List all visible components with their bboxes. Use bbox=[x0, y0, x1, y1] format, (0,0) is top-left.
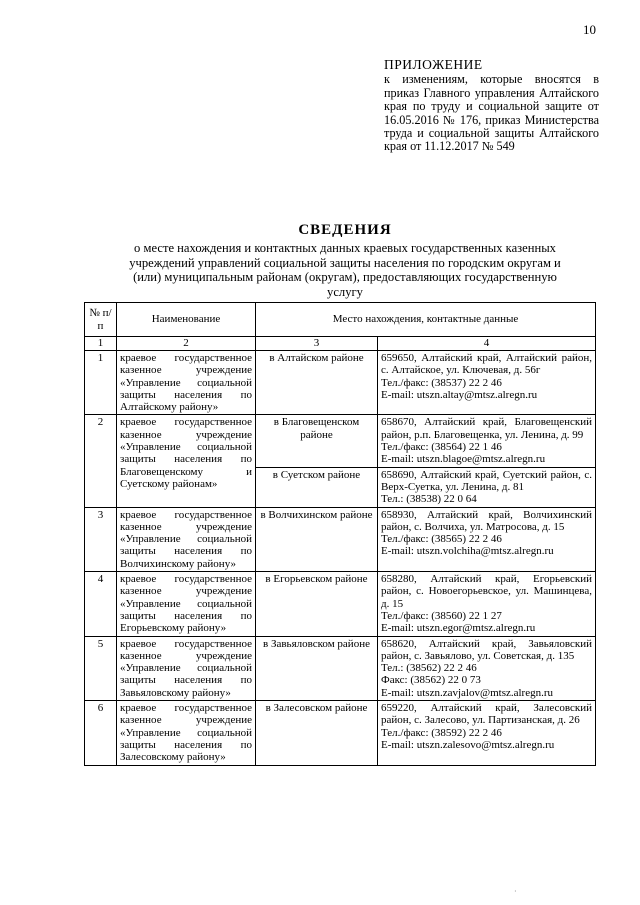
column-index: 3 bbox=[256, 337, 378, 351]
institution-name: краевое государственное казенное учреждение «Управление социальной защиты населения по Волчихинскому району» bbox=[117, 507, 256, 571]
column-index: 4 bbox=[378, 337, 596, 351]
column-index: 1 bbox=[85, 337, 117, 351]
email: E-mail: utszn.volchiha@mtsz.alregn.ru bbox=[381, 545, 554, 558]
document-title: СВЕДЕНИЯ bbox=[298, 222, 392, 238]
institution-name: краевое государственное казенное учреждение «Управление социальной защиты населения по Егорьевскому району» bbox=[117, 572, 256, 636]
row-number: 6 bbox=[85, 701, 117, 765]
address: 658620, Алтайский край, Завьяловский район, с. Завьялово, ул. Советская, д. 135 bbox=[381, 637, 592, 662]
row-number: 3 bbox=[85, 507, 117, 571]
address: 659650, Алтайский край, Алтайский район, с. Алтайское, ул. Ключевая, д. 56г bbox=[381, 352, 592, 377]
contact-details bbox=[378, 701, 596, 765]
institution-name: краевое государственное казенное учреждение «Управление социальной защиты населения по Завьяловскому району» bbox=[117, 636, 256, 700]
contact-details bbox=[378, 415, 596, 467]
contact-details bbox=[378, 572, 596, 636]
email: E-mail: utszn.egor@mtsz.alregn.ru bbox=[381, 622, 536, 635]
header-name: Наименование bbox=[117, 303, 256, 337]
phone: Тел./факс: (38537) 22 2 46 bbox=[381, 376, 502, 389]
table-row bbox=[85, 415, 596, 467]
header-num: № п/п bbox=[85, 303, 117, 337]
address: 658670, Алтайский край, Благовещенский район, р.п. Благовещенка, ул. Ленина, д. 99 bbox=[381, 416, 592, 441]
phone: Тел.: (38562) 22 2 46 bbox=[381, 662, 477, 675]
row-number: 2 bbox=[85, 415, 117, 507]
district: в Залесовском районе bbox=[256, 701, 378, 765]
district: в Волчихинском районе bbox=[256, 507, 378, 571]
page-number: 10 bbox=[583, 22, 596, 37]
email: E-mail: utszn.altay@mtsz.alregn.ru bbox=[381, 388, 538, 401]
table-row bbox=[85, 636, 596, 700]
row-number: 4 bbox=[85, 572, 117, 636]
phone: Тел./факс: (38564) 22 1 46 bbox=[381, 441, 502, 454]
table-row bbox=[85, 507, 596, 571]
table-row bbox=[85, 701, 596, 765]
institution-name: краевое государственное казенное учреждение «Управление социальной защиты населения по Благовещенскому и Суетскому районам» bbox=[117, 415, 256, 507]
address: 658690, Алтайский край, Суетский район, с. Верх-Суетка, ул. Ленина, д. 81 bbox=[381, 468, 592, 493]
email: E-mail: utszn.blagoe@mtsz.alregn.ru bbox=[381, 453, 546, 466]
column-index: 2 bbox=[117, 337, 256, 351]
email: E-mail: utszn.zalesovo@mtsz.alregn.ru bbox=[381, 738, 555, 751]
contact-details bbox=[378, 507, 596, 571]
district: в Завьяловском районе bbox=[256, 636, 378, 700]
scan-mark: · bbox=[514, 887, 517, 896]
institutions-table bbox=[84, 302, 596, 766]
header-location: Место нахождения, контактные данные bbox=[256, 303, 596, 337]
phone: Тел.: (38538) 22 0 64 bbox=[381, 493, 477, 506]
phone: Тел./факс: (38565) 22 2 46 bbox=[381, 533, 502, 546]
district: в Алтайском районе bbox=[256, 351, 378, 415]
row-number: 5 bbox=[85, 636, 117, 700]
table-row bbox=[85, 351, 596, 415]
district: в Благовещенском районе bbox=[256, 415, 378, 467]
fax: Факс: (38562) 22 0 73 bbox=[381, 674, 481, 687]
address: 658280, Алтайский край, Егорьевский район, с. Новоегорьевское, ул. Машинцева, д. 15 bbox=[381, 573, 592, 610]
email: E-mail: utszn.zavjalov@mtsz.alregn.ru bbox=[381, 686, 554, 699]
phone: Тел./факс: (38592) 22 2 46 bbox=[381, 726, 502, 739]
address: 659220, Алтайский край, Залесовский район, с. Залесово, ул. Партизанская, д. 26 bbox=[381, 702, 592, 727]
institution-name: краевое государственное казенное учреждение «Управление социальной защиты населения по Алтайскому району» bbox=[117, 351, 256, 415]
table-row bbox=[85, 572, 596, 636]
contact-details bbox=[378, 351, 596, 415]
address: 658930, Алтайский край, Волчихинский район, с. Волчиха, ул. Матросова, д. 15 bbox=[381, 508, 592, 533]
document-subtitle: о месте нахождения и контактных данных краевых государственных казенных учреждений управлений социальной защиты населения по городским округам и (или) муниципальным районам (округам), предоставляющих государственную услугу bbox=[129, 241, 561, 299]
appendix-heading: ПРИЛОЖЕНИЕ bbox=[384, 57, 483, 72]
document-title-block bbox=[120, 222, 570, 299]
phone: Тел./факс: (38560) 22 1 27 bbox=[381, 609, 502, 622]
contact-details bbox=[378, 636, 596, 700]
district: в Егорьевском районе bbox=[256, 572, 378, 636]
institution-name: краевое государственное казенное учреждение «Управление социальной защиты населения по Залесовскому району» bbox=[117, 701, 256, 765]
appendix-text: к изменениям, которые вносятся в приказ Главного управления Алтайского края по труду и социальной защите от 16.05.2016 № 176, приказ Министерства труда и социальной защиты Алтайского края от 11.12.2017 № 549 bbox=[384, 72, 599, 154]
district: в Суетском районе bbox=[256, 467, 378, 507]
row-number: 1 bbox=[85, 351, 117, 415]
contact-details bbox=[378, 467, 596, 507]
appendix-block bbox=[384, 58, 599, 154]
